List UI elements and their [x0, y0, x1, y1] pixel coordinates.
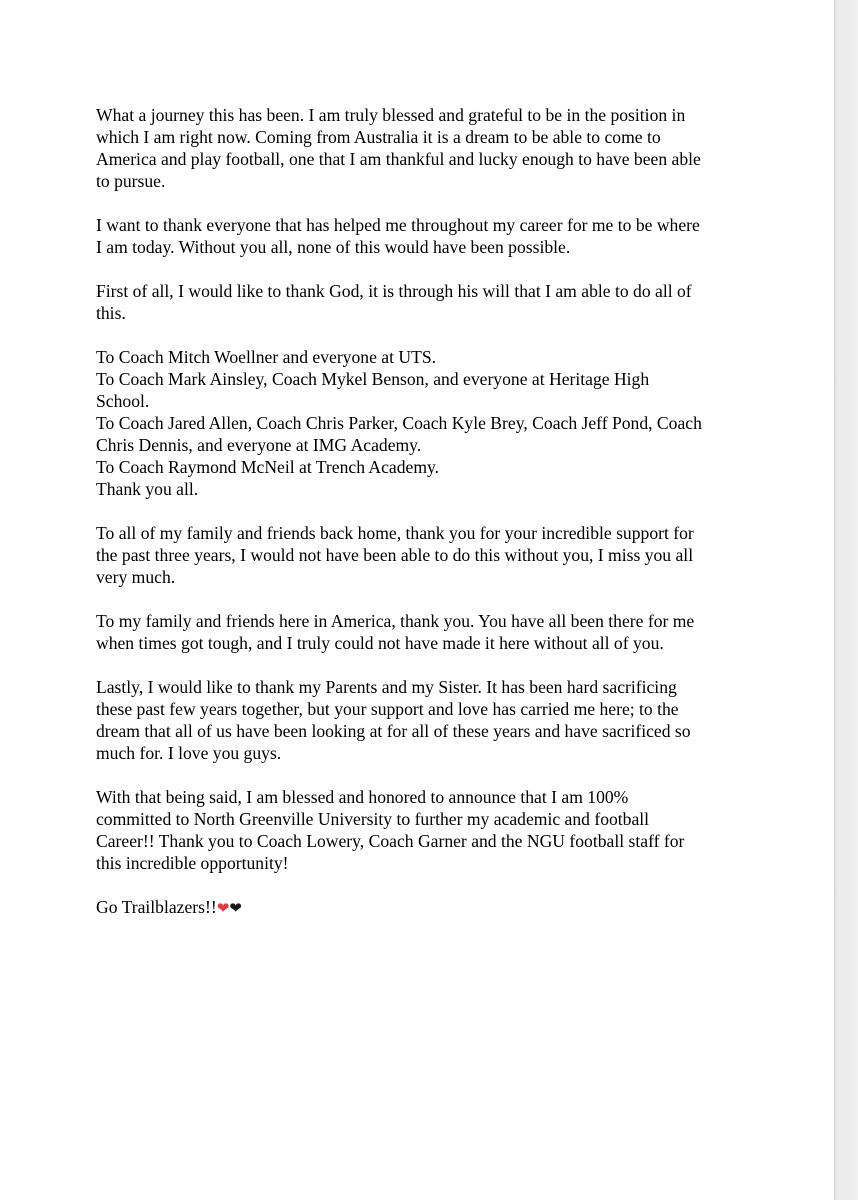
text-line: To all of my family and friends back home, thank you for your incredible support for — [96, 523, 694, 543]
text-line: this incredible opportunity! — [96, 853, 289, 873]
text-line: much for. I love you guys. — [96, 743, 282, 763]
text-line: Career!! Thank you to Coach Lowery, Coach Garner and the NGU football staff for — [96, 831, 685, 851]
text-line: To Coach Mark Ainsley, Coach Mykel Benson, and everyone at Heritage High — [96, 369, 650, 389]
text-line: these past few years together, but your support and love has carried me here; to the — [96, 699, 679, 719]
text-line: which I am right now. Coming from Australia it is a dream to be able to come to — [96, 127, 661, 147]
text-line: to pursue. — [96, 171, 166, 191]
text-line: First of all, I would like to thank God, it is through his will that I am able to do all of — [96, 281, 692, 301]
text-line: dream that all of us have been looking at for all of these years and have sacrificed so — [96, 721, 691, 741]
text-line: the past three years, I would not have been able to do this without you, I miss you all — [96, 545, 694, 565]
text-line: To Coach Mitch Woellner and everyone at UTS. — [96, 347, 437, 367]
text-line: Lastly, I would like to thank my Parents and my Sister. It has been hard sacrificing — [96, 677, 677, 697]
text-line: Thank you all. — [96, 479, 199, 499]
text-line: To Coach Raymond McNeil at Trench Academy. — [96, 457, 440, 477]
paragraph-family-america — [96, 610, 756, 654]
text-line: America and play football, one that I am thankful and lucky enough to have been able — [96, 149, 701, 169]
paragraph-parents — [96, 676, 756, 764]
text-line: this. — [96, 303, 126, 323]
text-line: Chris Dennis, and everyone at IMG Academy. — [96, 435, 422, 455]
page-edge-shadow — [834, 0, 858, 1200]
closing-text: Go Trailblazers!! — [96, 897, 217, 917]
text-line: very much. — [96, 567, 176, 587]
paragraph-coaches — [96, 346, 756, 500]
text-line: To Coach Jared Allen, Coach Chris Parker, Coach Kyle Brey, Coach Jeff Pond, Coach — [96, 413, 702, 433]
text-line: when times got tough, and I truly could not have made it here without all of you. — [96, 633, 664, 653]
text-line: committed to North Greenville University to further my academic and football — [96, 809, 650, 829]
text-line: To my family and friends here in America, thank you. You have all been there for me — [96, 611, 695, 631]
paragraph-intro — [96, 104, 756, 192]
text-line: I am today. Without you all, none of this would have been possible. — [96, 237, 571, 257]
closing-line — [96, 896, 756, 919]
paragraph-thanks-everyone — [96, 214, 756, 258]
text-line: What a journey this has been. I am truly blessed and grateful to be in the position in — [96, 105, 686, 125]
letter-body — [96, 104, 756, 941]
black-heart-icon: ❤ — [229, 899, 242, 917]
red-heart-icon: ❤ — [216, 899, 230, 917]
paragraph-commitment — [96, 786, 756, 874]
paragraph-family-home — [96, 522, 756, 588]
text-line: I want to thank everyone that has helped me throughout my career for me to be where — [96, 215, 700, 235]
text-line: With that being said, I am blessed and honored to announce that I am 100% — [96, 787, 629, 807]
text-line: School. — [96, 391, 150, 411]
paragraph-thanks-god — [96, 280, 756, 324]
